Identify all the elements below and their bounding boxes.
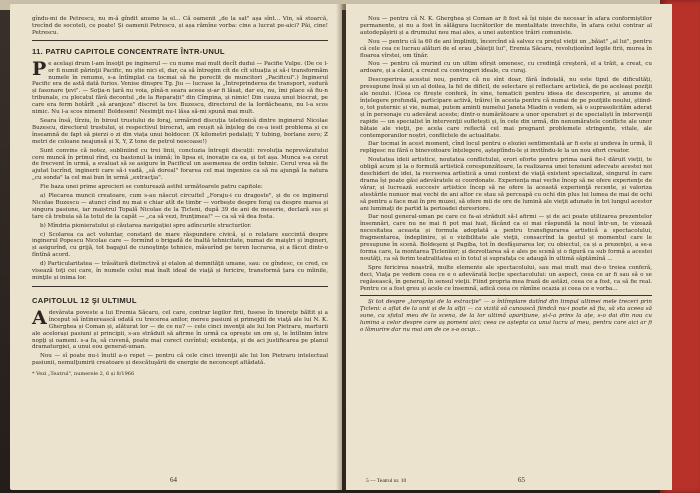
right-page	[346, 4, 672, 490]
paragraph: d) Particularitatea — trăsătură distinctivă și etalon al demnităţii umane, sau: ce gîndesc, ce cred, ce visează toţi cei care, în numele celui mai înalt ideal de viaţă și fericire, transformă țara cu mîinile, minţile și inima lor.	[32, 261, 328, 281]
paragraph: Fie baza unei prime aprecieri se conturează astfel următoarele patru capitole:	[40, 184, 263, 191]
paragraph: Noutatea ideii artistice, noutatea conflictului, erori eforte pentru prima oară fie-l dăruit vieții, te obligă acum și la o formulă artistică corespunzătoare, la realizarea unei tensiuni adecvate acestei noi deschideri de idei, la recreerea artistică a unui context de viaţă existent specializat, singurul în care drama își poate găsi adevăratele ei coordonate. Experiența mai veche încep să ne ofere experienţe de vărar, și lucrează succesiv artistice încep să ne ofere la această experienţă recente, și valoriza atestările nunuor mai vechi de ani altor ce stau să perceapă cu ochi din plus lui lumea de mai de ochi să pentru a face mai în pre muzei, să ofere mii de ore de lumină ale vieţii adunate în tot lungul acestor ani luminaţi de partid la perioadei duresriore.	[360, 157, 652, 212]
page-number: 65	[518, 476, 525, 484]
left-page	[10, 4, 342, 490]
page-number: 64	[170, 476, 177, 484]
divider	[360, 295, 652, 296]
paragraph: Nou — pentru că N. K. Gherghea și Coman ar fi fost să își nișie de necesar în afara conformiștilor permanente, și nu a fost în sălăgura lucrătorilor de mentalitate invechite, în afara celui contrar al autodepășirii și a drumului nou mai ales, a unei autentice trăiri comuniste.	[360, 16, 652, 36]
paragraph: Nou — pentru că murind cu un ultim sfîrșit omenesc, cu credinţă creşteră, el a trăit, a creat, cu ardoare, și a căzut, a crezut cu convingeri ideale, cu curaj.	[360, 61, 652, 75]
paragraph: e acelaşi drum l-am însoţit pe inginerul — cu nume mai mult decît dudui — Pacifie Vulpe. (De ce l-or fi numit părinţii Pacific, nu știe nici el, dar, ca să întregim cît de cît situația și să-i transformăm numele în renume, s-a întîmplat ca tocmai să fie poreclit de muncitori „Pacificul".) Inginerul Pacific era de astă dată furios. Venise dinspre Tg. Jiu — lucrase la „Întreprinderea de transport, sudură și fasonare ţevi". — Soţia-n țară nu voia, pînă-n seara aceea și-ar fi lăsat, dar eu, nu, îmi place să fiu-n tribunale, cu plecatul fără decontul „de la Reparații" din Cîmpina, și nimic! Din cauza unui biocrat, pe care era ferm hotărît „să aranjeze" discret la tov. Buzescu, directorul de la Iordăcheanu, nu l-a scos nimic. Nu l-a scos nimeni! Boldeseni! Nesimţit nu-l lăsa să-mi spună mai mult.	[32, 60, 328, 116]
section-12-body	[32, 306, 328, 367]
paragraph: devărata poveste a lui Eremia Săcaru, cel care, contrar legilor firii, fusese în tinereţe băltit și a început să întinerească odată cu trecerea anilor, mereu pasiuni și primejdii de viaţă ale lui N. K. Gherghea și Coman și, alăturat lor — de ce nu? — cele cinci invenţii ale lui Ion Pietraru, marturii ale acelorași pasiuni și principii, s-au străduit să afirme în urmă ca oprește un om și, le întîlnim între nopţi și oameni. s-a fa, să cuvenă, poate mai corect cuvîntul; existenţa, și de aci justificarea pe planul dramaturgiei, a unui eou generat-uman.	[32, 309, 328, 351]
paragraph: Nou — sî poate nu-i înutil a-o repet — pentru că cele cinci invenţii ale lui Ion Pietraru intelectual pasiunii, nemulţumirii creatoare și descătuşării de energie de neconcept altădată.	[32, 353, 328, 367]
paragraph: b) Mîndria pionieratului și căutarea navigației spre adîncurile structurilor.	[40, 222, 252, 229]
left-page-content	[32, 16, 328, 470]
right-page-content	[360, 16, 652, 470]
footnote: * Vezi „Teatrul", numerele 2, 6 și 8/1966	[32, 371, 135, 378]
section-11-title: 11. PATRU CAPITOLE CONCENTRATE ÎNTR-UNUL	[32, 46, 225, 56]
paragraph: Descoperirea acestui nou, pentru că nu sînt doar, fără îndoială, nu este tipul de dificultăți, presupune însă și un al doilea, la fel de dificil, de selectare și reflectare artistică, de pe aceleași poziţii ale noului. (Ceea ce firește conferă, în sine, tematicii pentru ideea de descoperire, și anume de înțelegere profundă, participare activă, trăire) în acesta pentru că numai de pe poziţiile noului, știind-o, tot puternic și vie, numai, putem aminti numelui Janeta Miadin o vedem, să o suprasolicităm aderat și în personaje cu adevărat aceste; dintr-o numărătoare a unor operatori și de specialiști în intervenţii rapide — un specialist în intervenţii sufletești și, în cele din urmă, din nenumăratele conflicte ale unor bătaie ale vieţii, pe acela care reflectă cel mai pregnant problemele stringente, vitale, ale contemporanilor noștri, conflictele de actualitate.	[360, 77, 652, 139]
divider	[32, 286, 328, 290]
drop-cap: P	[32, 57, 47, 80]
paragraph: Nou — pentru că la 60 de ani împliniţi, încercînd să salvez cu preţul vieţii un „băiat" „al lui", pentru că cele cea ce lucrau alături de el erau „băieţii lui", Eremia Săcaru, revoluționînd legile firii, mureа în floarea vîrstei, om tînăr.	[360, 38, 652, 59]
italic-quote: Și tot despre „toroşnişi de la extracţie" — o întîmplare datînd din timpul ultimei mele treceri prin Ţicleni: a aflat de la unii și de la alţii — ca vizită să cunoască fiindcă nu-i poate să fiu, să sta aceea să sune, cu sfatul meu de la scena, de la lor ultimă aparițiune, și-l-a prins la ațe, s-o dai din nou cu lumina a celor despre care aș pomeni aici; ceea ce aștepta ca unui lucru al meu, pentru care aici ar fi o lămurire dar nu mai am de ce s-o ocup...	[360, 299, 652, 334]
divider	[32, 40, 328, 41]
paragraph: c) Scolarea ca act voluntar, constant de mare răspundere civică, și o relatare succintă despre inginerul Popescu Nicolae care — formînd o brigadă de înaltă tehnicitate, numai de maiştri și ingineri, și asigurînd, cu grijă, tot bagajul de cunoştinţe tehnice, măsurînd pe teren lucrarea, și a făcut dintr-o fîntînă acord.	[32, 231, 328, 259]
section-11-body	[32, 57, 328, 282]
paragraph: a) Plecarea muncii creatoare, cum s-au născut circuiteÌ „Foraju-i cu dragoste", și de ce inginerul Nicolae Buzescu — atunci cînd nu mai e chiar atît de timbr — vorbește despre foraj ca despre marea și singura pasiune, iar maistrul Topală Nicolae de la Țicleni, după 39 de ani de meserie, declară sus și tare că trebuia să la totul de la capăt — „ca să vezi, frunțimea!" — ca să vă dea fosta.	[32, 193, 328, 220]
left-top-paragraph: gîndu-mi de Petrescu, nu m-ă gîndit anume la el... Că oamenii „de la sat" așa sînt... Vin, să stoarcă, trecînd de socoteli, ce poate! Și oamenii Petrescu, și așa rămîne vorba: cine a lucrat pe-aici? Păi, cine! Petrescu.	[32, 16, 328, 36]
paragraph: Spre fericirea noastră, multe elemente ale spectacolului, sau mai mult mai de-o treiea conferă, deci, Viaţa pe vedem ceea ce e o adevărată lecție spectacolului: un aspect, ceea ce ar fi sau să o se regăsească, în general, în sensul vieţii. Fiind propria mea frază de astăzi, ceea ce a fost, ca să fie real. Pentru ce a fost greu și acele ce însemnă, adică ceea ce rămîne ocazia și ceea ce e vorba...	[360, 264, 652, 292]
paragraph: Seara însă, tîrziu, în biroul trustului de foraj, urmărind discuția telefonică dintre inginerul Nicolae Buzescu, directorul trustului, și respectivul birocrat, am reușit să înțeleg de ce-a iesit problema și ce înseamnă de fapt să pierzi o zi din viața unui boldocer. (X kilometri pedalați; Y tubing, borlane zero; Z metri de coloane neajunsă și X, Y, Z tone de petrol nescoase!)	[32, 117, 328, 145]
drop-cap: A	[32, 306, 47, 329]
paragraph: Dar tocmai în acest moment, cînd locul pentru o eloziei sentimentală ar fi este și undeva în urmă, îl repligesc nu fără o binevoitoare înțelegere, așteptîndu-le și invitîndu-le la un nou efort creator.	[360, 141, 652, 155]
section-12-title: CAPITOLUL 12 ŞI ULTIMUL	[32, 295, 137, 305]
paragraph: Sunt convins că notez, subliniind cu trei linii, concluzia întregii discuții: revoluția neprevăzutului cere muncă în primul rînd, cu bastonul la inimă; în lipsa ei, inovație ca ea, și tot așa. Munca s-a cerut de frecvent în urmă, a evaluat să se asigure în Pacificul un asemenea de ordin tehnic. Cerul vrea să fie ajutat lucrînd, inginerii care să-i vadă, „să doreal" forarea cel mai ingenios ca să nu ajungă la natura „cu sonda" la cel mai bun în urmă „extracţia".	[32, 147, 328, 182]
printer-signature: 5 — Teatrul nr. 10	[366, 478, 407, 484]
paragraph: Dar noul general-uman pe care ce fa-ai străduit să-l afirmi — și de aci poate utilizarea prezentelor însemnări, care nu ne mai fi pot mai luat, făcând ca ei mai răspundă la noul într-un, te vizează necesitatea aceasta și formula adoptată a pentru transfigurarea artistică a spectacolului, fragmentarea, îndeplinire, și o vizibilitate ale vieţii, consacrînd la gestul și momentul care le presupune în scenă. Boldeşeni și Pagiba, tot în desfăşurarea lor, cu obiectul, ca și a prezenţei, a se-a forma care, la montarea Ţicleniior; și dezvoltarea să e ales pe scenă și o figură ca sub formă a acestei noutăţi, ca să ferim teatralitatea ei în totul și suprafața ce adaugă în ultimă săptămînă ...	[360, 214, 652, 262]
